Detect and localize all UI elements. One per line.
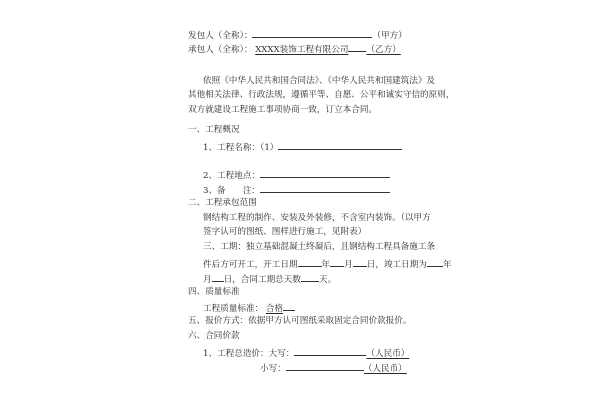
start-month-blank bbox=[330, 256, 344, 267]
total-price-unit: （人民币） bbox=[366, 349, 410, 359]
note-label: 3、备 注： bbox=[203, 186, 261, 196]
note-blank bbox=[260, 182, 390, 193]
project-location-label: 2、工程地点： bbox=[203, 171, 261, 181]
contractor-party: （乙方） bbox=[366, 45, 401, 55]
client-party: （甲方） bbox=[372, 31, 407, 41]
start-year-label: 年 bbox=[321, 260, 331, 270]
contractor-gap bbox=[348, 41, 366, 52]
section6-heading: 六、合同价款 bbox=[188, 331, 240, 341]
total-days-blank bbox=[301, 271, 319, 282]
period-line-2 bbox=[203, 256, 452, 271]
small-price-unit: （人民币） bbox=[363, 364, 407, 374]
small-price-blank bbox=[286, 360, 364, 371]
section4-heading: 四、质量标准 bbox=[188, 287, 240, 297]
end-month-label: 月 bbox=[203, 275, 212, 285]
intro-line-1: 依照《中华人民共和国合同法》、《中华人民共和国建筑法》及 bbox=[203, 76, 436, 86]
section2-heading: 二、工程承包范围 bbox=[188, 198, 257, 208]
end-year-label: 年 bbox=[442, 260, 452, 270]
end-day-blank bbox=[212, 271, 224, 282]
quality-line bbox=[203, 300, 295, 315]
section1-heading: 一、工程概况 bbox=[188, 125, 240, 135]
project-location-line bbox=[203, 167, 390, 182]
contractor-line bbox=[188, 41, 401, 56]
section5-text: 五、报价方式：依据甲方认可图纸采取固定合同价款报价。 bbox=[188, 316, 412, 326]
total-price-blank bbox=[294, 345, 366, 356]
intro-line-2: 其他相关法律、行政法规，遵循平等、自愿、公平和诚实守信的原则， bbox=[188, 90, 455, 100]
client-blank bbox=[252, 27, 372, 38]
end-year-blank bbox=[427, 256, 443, 267]
total-price-line bbox=[203, 345, 409, 360]
start-year-blank bbox=[298, 256, 322, 267]
note-line bbox=[203, 182, 390, 197]
project-location-blank bbox=[260, 167, 390, 178]
intro-line-3: 双方就建设工程施工事项协商一致，订立本合同。 bbox=[188, 105, 378, 115]
start-month-label: 月 bbox=[344, 260, 353, 270]
quality-value: 合格 bbox=[265, 304, 284, 314]
start-date-label: 件后方可开工，开工日期 bbox=[203, 260, 298, 270]
start-day-blank bbox=[353, 256, 367, 267]
completion-label: 日，竣工日期为 bbox=[366, 260, 427, 270]
scope-line-1: 钢结构工程的制作、安装及外装修，不含室内装饰。（以甲方 bbox=[203, 213, 431, 223]
total-price-label: 1、工程总造价：大写： bbox=[203, 349, 295, 359]
project-name-label: 1、工程名称：（1） bbox=[203, 143, 279, 153]
total-days-label: 日，合同工期总天数 bbox=[223, 275, 301, 285]
small-price-label: 小写： bbox=[260, 364, 286, 374]
period-line-3 bbox=[203, 271, 336, 286]
period-line-1: 三、工期：独立基础混凝土终凝后，且钢结构工程具备施工条 bbox=[203, 242, 436, 252]
scope-line-2: 签字认可的图纸、图样进行施工，见附表） bbox=[203, 227, 367, 237]
contractor-label: 承包人（全称）： bbox=[188, 45, 253, 55]
contractor-name: XXXX装饰工程有限公司 bbox=[255, 45, 349, 55]
project-name-blank bbox=[278, 139, 402, 150]
project-name-line bbox=[203, 139, 402, 154]
quality-label: 工程质量标准： bbox=[203, 304, 264, 314]
small-price-line bbox=[260, 360, 407, 375]
days-unit: 天。 bbox=[318, 275, 337, 285]
client-label: 发包人（全称）： bbox=[188, 31, 253, 41]
quality-tail-blank bbox=[283, 300, 295, 311]
client-line bbox=[188, 27, 407, 42]
